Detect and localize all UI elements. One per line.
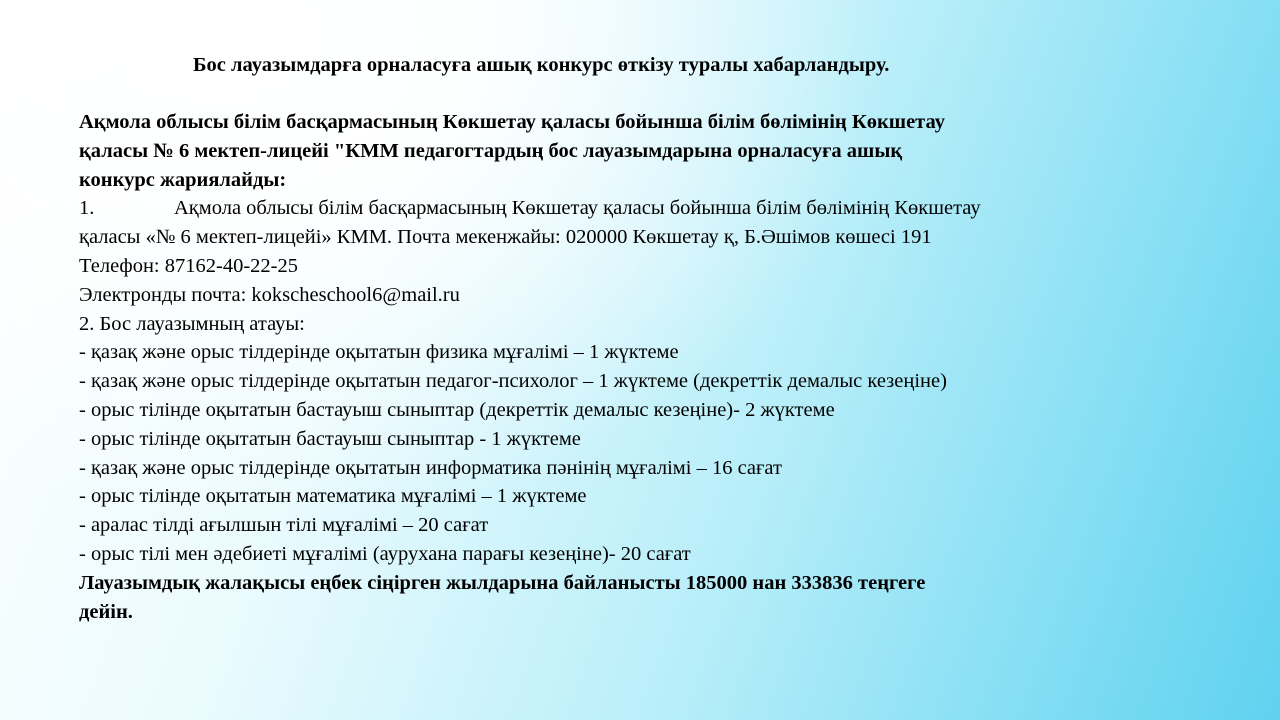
item-1 <box>79 194 1159 223</box>
position-item: - қазақ және орыс тілдерінде оқытатын физика мұғалімі – 1 жүктеме <box>79 341 679 364</box>
item-2-heading: 2. Бос лауазымның атауы: <box>79 312 305 335</box>
intro-line: конкурс жариялайды: <box>79 168 287 191</box>
item-1-text: Ақмола облысы білім басқармасының Көкшетау қаласы бойынша білім бөлімінің Көкшетау <box>174 197 981 220</box>
position-item: - орыс тілі мен әдебиеті мұғалімі (аурухана парағы кезеңіне)- 20 сағат <box>79 542 691 565</box>
announcement-title: Бос лауазымдарға орналасуға ашық конкурс өткізу туралы хабарландыру. <box>193 54 890 76</box>
item-1-phone: Телефон: 87162-40-22-25 <box>79 254 298 277</box>
position-item: - орыс тілінде оқытатын математика мұғалімі – 1 жүктеме <box>79 485 587 508</box>
item-1-email: Электронды почта: kokscheschool6@mail.ru <box>79 283 460 306</box>
position-item: - қазақ және орыс тілдерінде оқытатын информатика пәнінің мұғалімі – 16 сағат <box>79 456 782 479</box>
position-item: - аралас тілді ағылшын тілі мұғалімі – 20 сағат <box>79 514 489 537</box>
intro-line: қаласы № 6 мектеп-лицейі "КММ педагогтардың бос лауазымдарына орналасуға ашық <box>79 139 903 162</box>
position-item: - қазақ және орыс тілдерінде оқытатын педагог-психолог – 1 жүктеме (декреттік демалыс кезеңіне) <box>79 370 947 393</box>
item-1-number: 1. <box>79 197 95 220</box>
item-1-address: қаласы «№ 6 мектеп-лицейі» КММ. Почта мекенжайы: 020000 Көкшетау қ, Б.Әшімов көшесі 191 <box>79 226 932 249</box>
salary-line: Лауазымдық жалақысы еңбек сіңірген жылдарына байланысты 185000 нан 333836 теңгеге <box>79 571 926 594</box>
announcement-body <box>79 108 1159 626</box>
position-item: - орыс тілінде оқытатын бастауыш сыныптар - 1 жүктеме <box>79 427 581 450</box>
salary-line: дейін. <box>79 600 133 623</box>
position-item: - орыс тілінде оқытатын бастауыш сыныптар (декреттік демалыс кезеңіне)- 2 жүктеме <box>79 398 835 421</box>
intro-line: Ақмола облысы білім басқармасының Көкшетау қаласы бойынша білім бөлімінің Көкшетау <box>79 111 945 133</box>
